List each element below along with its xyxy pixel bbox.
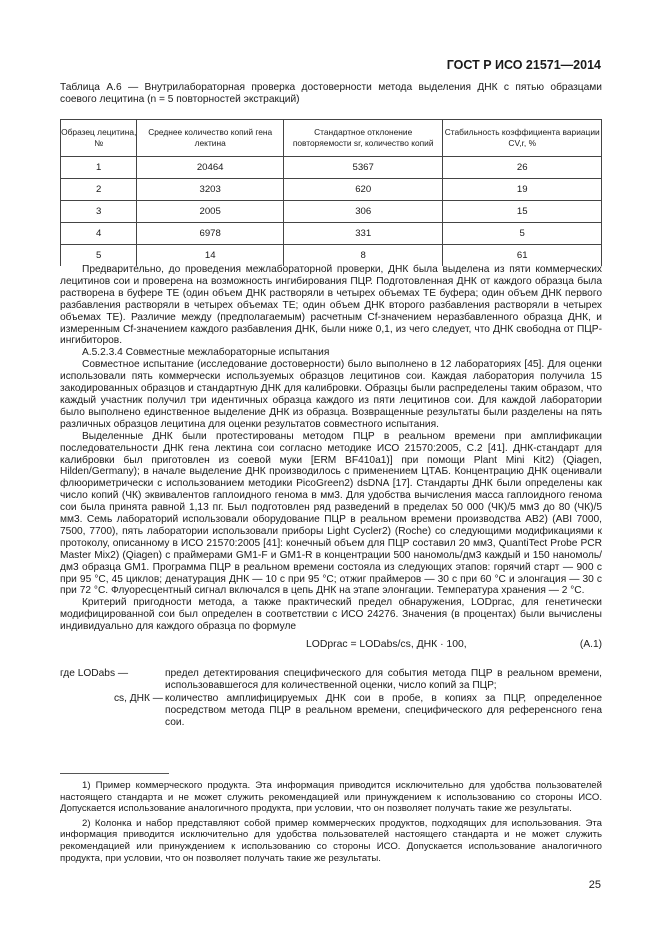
table-cell: 20464 [137,157,283,179]
table-cell: 1 [61,157,137,179]
col-header-sample: Образец лецитина, № [61,120,137,157]
table-caption-text: Таблица А.6 — Внутрилабораторная проверка достоверности метода выделения ДНК с пятью образцами соевого лецитина (n = 5 повторностей экстракций) [60,82,602,106]
table-cell: 4 [61,223,137,245]
definition-term: где LODabs — [60,668,129,680]
table-cell: 2 [61,179,137,201]
body-text [60,264,602,729]
table-cell: 8 [283,245,443,267]
page-number: 25 [588,879,601,891]
table-cell: 3 [61,201,137,223]
table-caption [60,82,602,107]
table-cell: 5367 [283,157,443,179]
table-cell: 26 [443,157,602,179]
col-header-cv: Стабильность коэффициента вариации CV,r, % [443,120,602,157]
table-header-row [61,120,602,157]
col-header-std-dev: Стандартное отклонение повторяемости sr, количество копий [283,120,443,157]
definition-cs-dna [60,693,602,729]
table-row [61,245,602,267]
formula: LODprac = LODabs/cs, ДНК · 100, [306,639,467,651]
table-row [61,223,602,245]
table-cell: 61 [443,245,602,267]
table-row [61,157,602,179]
col-header-mean-copies: Среднее количество копий гена лектина [137,120,283,157]
table-cell: 620 [283,179,443,201]
paragraph-collaborative-study: Совместное испытание (исследование достоверности) было выполнено в 12 лабораториях [45]. Для оценки использовали пять коммерчески используемых образцов лецитинов сои. Каждая лаборатория получила 15 закодированных образцов и стандартную ДНК для калибровки. Образцы были распределены таким образом, что каждый участник получил три идентичных образца каждого из пяти лецитинов сои. Для каждой лаборатории было выполнено единственное выделение ДНК из образца. Возвращенные результаты были разделены на пять различных образцов лецитина для оценки результатов совместного испытания. [60,359,602,430]
footnotes [60,780,602,867]
definition-text: количество амплифицируемых ДНК сои в пробе, в копиях за ПЦР, определенное посредством метода ПЦР в реальном времени, специфического для референсного гена сои. [165,692,602,728]
table-cell: 3203 [137,179,283,201]
section-heading: А.5.2.3.4 Совместные межлабораторные испытания [82,347,330,359]
formula-number: (А.1) [579,639,602,651]
table-cell: 5 [61,245,137,267]
table-cell: 306 [283,201,443,223]
formula-block [60,639,602,667]
definition-text: предел детектирования специфического для события метода ПЦР в реальном времени, использовавшегося для количественной оценки, число копий за ПЦР; [165,668,602,691]
footnote-2: 2) Колонка и набор представляют собой пример коммерческих продуктов, подходящих для использования. Эта информация приводится исключительно для удобства пользователей настоящего стандарта и не может служить рекомендацией или принуждением к использованию со стороны ИСО. Допускается использование аналогичного продукта, при условии, что он позволяет получать такие же результаты. [60,817,602,864]
table-cell: 19 [443,179,602,201]
table-cell: 14 [137,245,283,267]
page-header: ГОСТ Р ИСО 21571—2014 [446,58,601,72]
footnote-divider [60,773,169,774]
table-cell: 331 [283,223,443,245]
table-row [61,201,602,223]
data-table [60,119,602,266]
definition-lod-abs [60,668,602,692]
paragraph-inhibition-check: Предварительно, до проведения межлабораторной проверки, ДНК была выделена из пяти коммерческих лецитинов сои и проверена на возможность ингибирования ПЦР. Подготовленная ДНК от каждого образца была растворена в буфере ТЕ (один объем ДНК растворяли в четырех объемах ТЕ буфера; один объем ДНК первого разбавления растворяли в четырех объемах ТЕ; один объем ДНК второго разбавления растворяли в четырех объемах ТЕ). Различие между (предполагаемым) расчетным Cf-значением неразбавленного образца ДНК, и измеренным Cf-значением каждого разбавления ДНК, были ниже 0,1, из чего следует, что ДНК свободна от ПЦР-ингибиторов. [60,264,602,347]
table-row [61,179,602,201]
table-cell: 15 [443,201,602,223]
definition-term: cs, ДНК — [113,692,163,704]
table-cell: 5 [443,223,602,245]
table-cell: 6978 [137,223,283,245]
table-cell: 2005 [137,201,283,223]
paragraph-pcr-method: Выделенные ДНК были протестированы методом ПЦР в реальном времени при амплификации последовательности ДНК гена лектина сои согласно методике ИСО 21570:2005, С.2 [41]. ДНК-стандарт для калибровки был приготовлен из соевой муки [ERM BF410a1)] при помощи Plant Mini Kit2) (Qiagen, Hilden/Germany); в начале выделение ДНК производилось с применением ЦТАБ. Концентрацию ДНК оценивали флюориметрически с использованием методики PicoGreen2) dsDNA [17]. Стандарты ДНК были определены как число копий (ЧК) эквивалентов гаплоидного генома в мм3. Для удобства вычисления масса гаплоидного генома сои была принята равной 1,13 пг. Был подготовлен ряд разведений в пределах 50 000 (ЧК)/5 мм3 до 80 (ЧК)/5 мм3. Семь лабораторий использовали оборудование ПЦР в реальном времени производства АВ2) (ABI 7000, 7500, 7700), пять лаборатории использовали приборы Light Cycler2) (Roche) со следующими модификациями к протоколу, описанному в ИСО 21570:2005 [41]: конечный объем для ПЦР составил 20 мм3, QuantiTect Probe PCR Master Mix2) (Qiagen) с праймерами GM1-F и GM1-R в концентрации 500 наномоль/дм3 каждый и 150 наномоль/дм3 образца GM1. Программа ПЦР в реальном времени состояла из следующих этапов: горячий старт — 900 с при 95 °С, 45 циклов; денатурация ДНК — 10 с при 95 °С; отжиг праймеров — 30 с при 60 °С и элонгация — 30 с при 72 °С. Флуоресцентный сигнал включался в цепь ДНК на этапе элонгации. Температура хранения — 2 °С. [60,430,602,597]
paragraph-lod-criteria: Критерий пригодности метода, а также практический предел обнаружения, LODprac, для генетически модифицированной сои был определен в соответствии с ИСО 24276. Значения (в процентах) были вычислены индивидуально для каждого образца по формуле [60,597,602,633]
footnote-1: 1) Пример коммерческого продукта. Эта информация приводится исключительно для удобства пользователей настоящего стандарта и не может служить рекомендацией или принуждением к использованию со стороны ИСО. Допускается использование аналогичного продукта, при условии, что он позволяет получать такие же результаты. [60,780,602,815]
